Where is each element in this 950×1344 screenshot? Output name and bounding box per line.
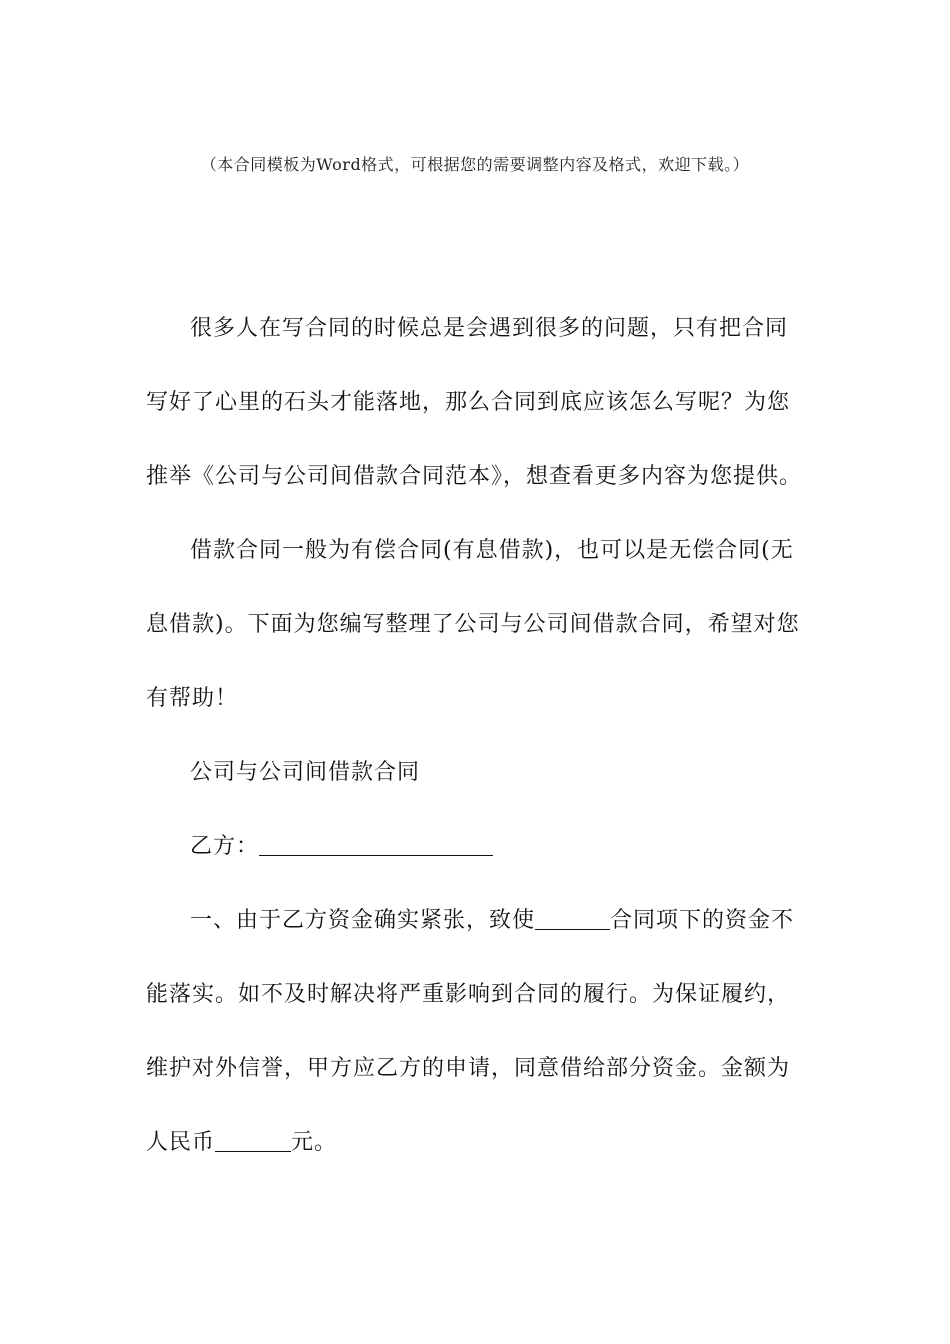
amount-blank-a xyxy=(215,1129,225,1152)
contract-title: 公司与公司间借款合同 xyxy=(190,760,421,785)
party-b-blank xyxy=(259,833,493,856)
party-b-label: 乙方： xyxy=(190,834,260,859)
party-b-line xyxy=(146,810,806,884)
clause-1-part3: 元。 xyxy=(291,1130,338,1155)
intro-paragraph: 很多人在写合同的时候总是会遇到很多的问题，只有把合同写好了心里的石头才能落地，那么合同到底应该怎么写呢？为您推举《公司与公司间借款合同范本》，想查看更多内容为您提供。 xyxy=(146,316,803,489)
clause-1-part2: 合同项下的资金不能落实。如不及时解决将严重影响到合同的履行。为保证履约，维护对外信誉，甲方应乙方的申请，同意借给部分资金。金额为人民币 xyxy=(146,908,795,1155)
description-paragraph: 借款合同一般为有偿合同(有息借款)，也可以是无偿合同(无息借款)。下面为您编写整理了公司与公司间借款合同，希望对您有帮助！ xyxy=(146,538,800,711)
template-note: （本合同模板为Word格式，可根据您的需要调整内容及格式，欢迎下载。） xyxy=(200,155,750,174)
clause-1-part1: 一、由于乙方资金确实紧张，致使 xyxy=(190,908,536,933)
clause-1 xyxy=(146,884,806,1180)
contract-blank xyxy=(535,907,610,930)
document-body xyxy=(146,292,806,1180)
amount-blank-b xyxy=(225,1129,291,1152)
